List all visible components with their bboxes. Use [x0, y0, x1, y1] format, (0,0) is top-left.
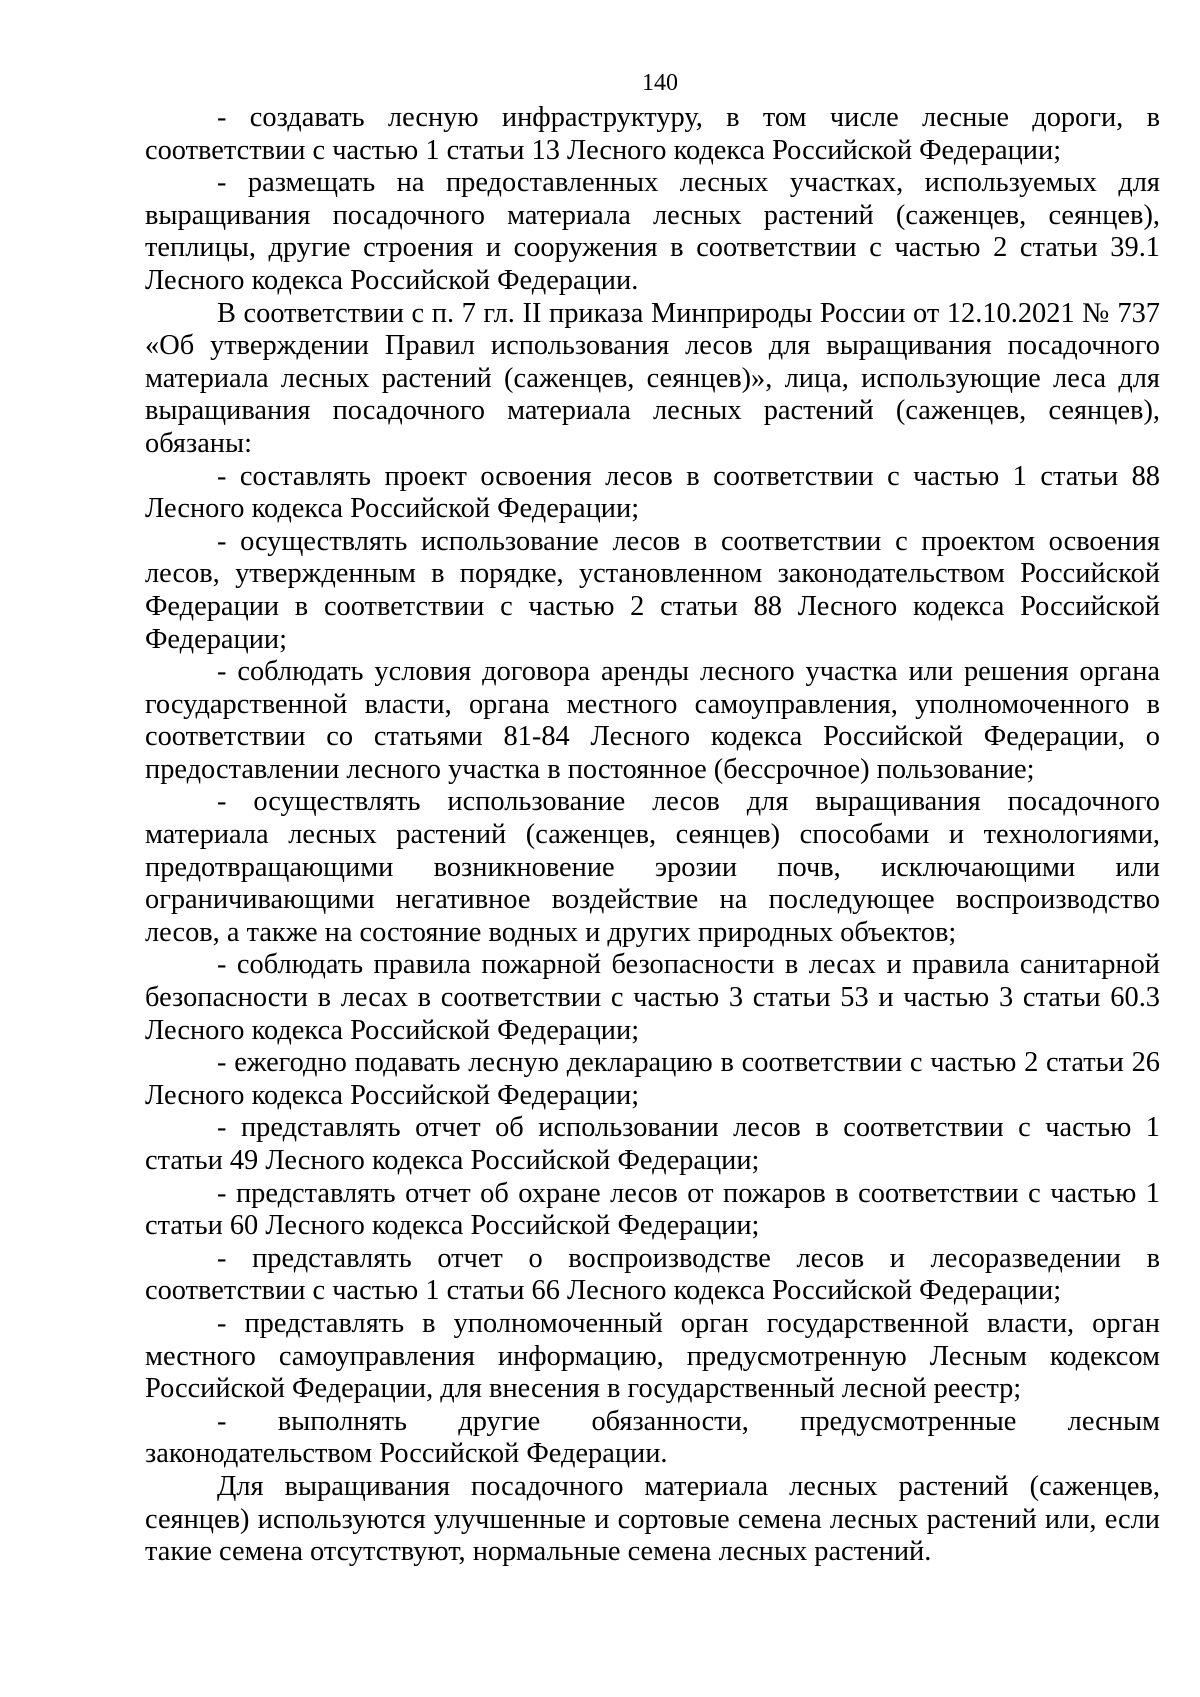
paragraph-usage-report: - представлять отчет об использовании лесов в соответствии с частью 1 статьи 49 Лесного кодекса Российской Федерации;: [145, 1112, 1160, 1176]
paragraph-order-reference: В соответствии с п. 7 гл. II приказа Минприроды России от 12.10.2021 № 737 «Об утверждении Правил использования лесов для выращивания посадочного материала лесных растений (саженцев, сеянцев)», лица, использующие леса для выращивания посадочного материала лесных растений (саженцев, сеянцев), обязаны:: [145, 297, 1160, 459]
paragraph-use-per-project: - осуществлять использование лесов в соответствии с проектом освоения лесов, утвержденным в порядке, установленном законодательством Российской Федерации в соответствии с частью 2 статьи 88 Лесного кодекса Российской Федерации;: [145, 525, 1160, 655]
paragraph-fire-report: - представлять отчет об охране лесов от пожаров в соответствии с частью 1 статьи 60 Лесного кодекса Российской Федерации;: [145, 1177, 1160, 1242]
paragraph-reproduction-report: - представлять отчет о воспроизводстве лесов и лесоразведении в соответствии с частью 1 статьи 66 Лесного кодекса Российской Федерации;: [145, 1242, 1160, 1307]
document-body: [145, 102, 1160, 1569]
paragraph-fire-safety: - соблюдать правила пожарной безопасности в лесах и правила санитарной безопасности в лесах в соответствии с частью 3 статьи 53 и частью 3 статьи 60.3 Лесного кодекса Российской Федерации;: [145, 949, 1160, 1046]
paragraph-seeds: Для выращивания посадочного материала лесных растений (саженцев, сеянцев) используются улучшенные и сортовые семена лесных растений или, если такие семена отсутствуют, нормальные семена лесных растений.: [145, 1470, 1160, 1568]
paragraph-greenhouses: - размещать на предоставленных лесных участках, используемых для выращивания посадочного материала лесных растений (саженцев, сеянцев), теплицы, другие строения и сооружения в соответствии с частью 2 статьи 39.1 Лесного кодекса Российской Федерации.: [145, 167, 1160, 296]
paragraph-forest-declaration: - ежегодно подавать лесную декларацию в соответствии с частью 2 статьи 26 Лесного кодекса Российской Федерации;: [145, 1047, 1160, 1111]
paragraph-infrastructure: - создавать лесную инфраструктуру, в том числе лесные дороги, в соответствии с частью 1 статьи 13 Лесного кодекса Российской Федерации;: [145, 102, 1160, 166]
paragraph-other-duties: - выполнять другие обязанности, предусмотренные лесным законодательством Российской Федерации.: [145, 1405, 1160, 1470]
paragraph-lease-conditions: - соблюдать условия договора аренды лесного участка или решения органа государственной власти, органа местного самоуправления, уполномоченного в соответствии со статьями 81-84 Лесного кодекса Российской Федерации, о предоставлении лесного участка в постоянное (бессрочное) пользование;: [145, 656, 1160, 785]
paragraph-development-project: - составлять проект освоения лесов в соответствии с частью 1 статьи 88 Лесного кодекса Российской Федерации;: [145, 460, 1160, 525]
paragraph-erosion-prevention: - осуществлять использование лесов для выращивания посадочного материала лесных растений (саженцев, сеянцев) способами и технологиями, предотвращающими возникновение эрозии почв, исключающими или ограничивающими негативное воздействие на последующее воспроизводство лесов, а также на состояние водных и других природных объектов;: [145, 786, 1160, 948]
paragraph-registry-info: - представлять в уполномоченный орган государственной власти, орган местного самоуправления информацию, предусмотренную Лесным кодексом Российской Федерации, для внесения в государственный лесной реестр;: [145, 1307, 1160, 1405]
page-number: 140: [642, 70, 678, 96]
